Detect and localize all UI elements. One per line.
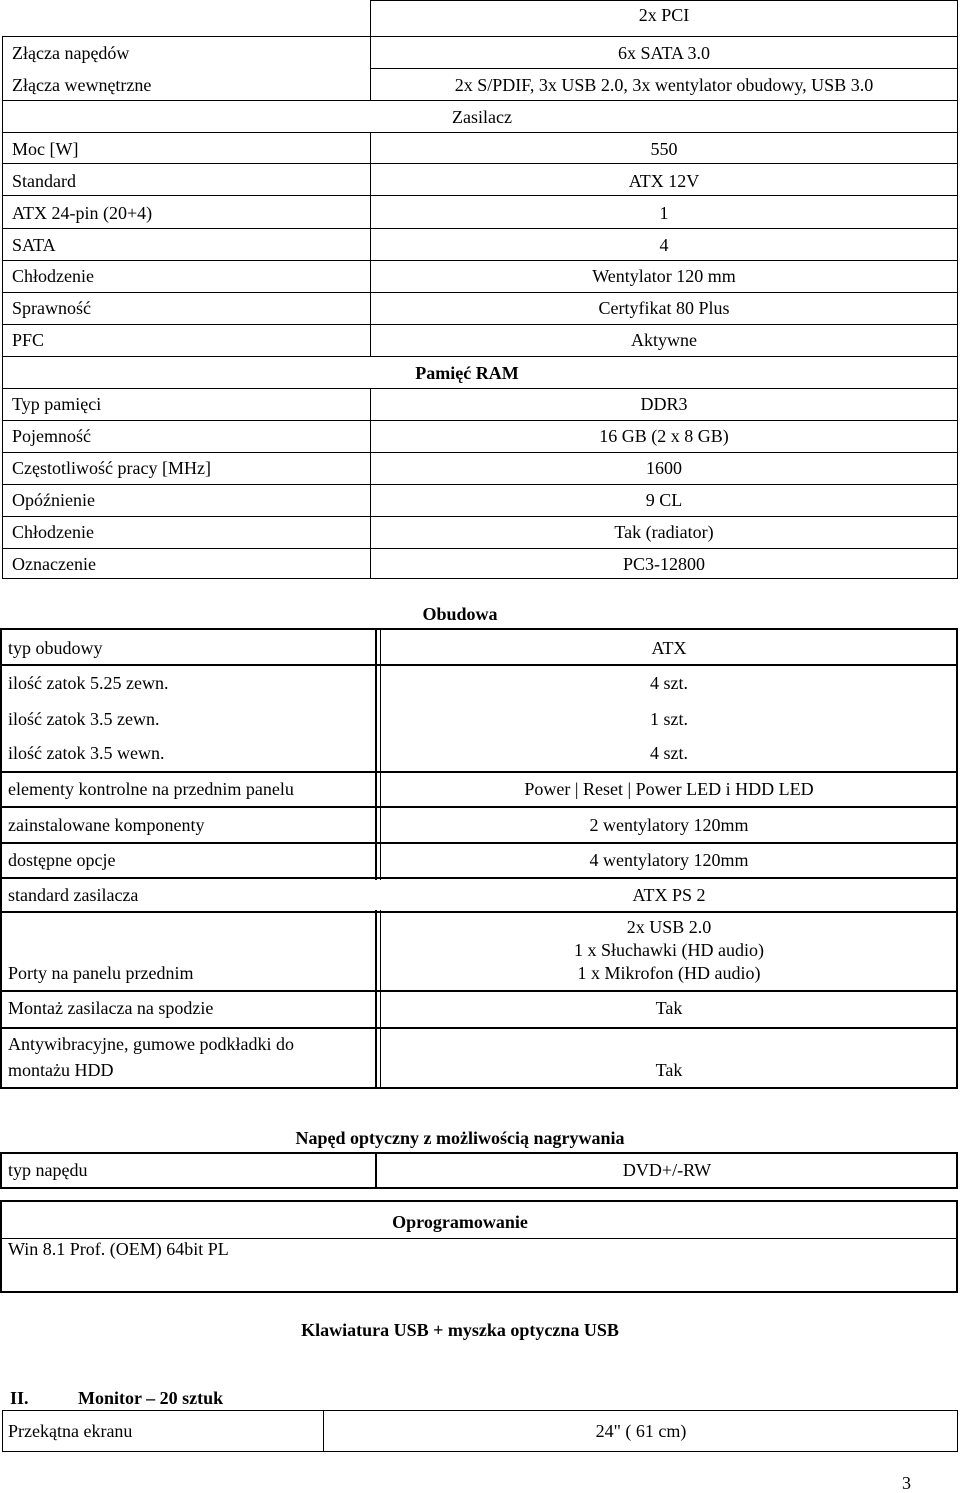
- bays-35-ext-value: 1 szt.: [650, 709, 688, 729]
- psu-efficiency-label: Sprawność: [12, 298, 91, 318]
- keyboard-mouse-title: Klawiatura USB + myszka optyczna USB: [301, 1320, 619, 1340]
- drive-type-value: DVD+/-RW: [622, 1160, 712, 1180]
- bays-35-ext-label: ilość zatok 3.5 zewn.: [8, 709, 160, 729]
- drive-connectors-label: Złącza napędów: [12, 43, 130, 63]
- psu-standard-label: Standard: [12, 171, 76, 191]
- psu-atx24-label: ATX 24-pin (20+4): [12, 203, 153, 223]
- psu-standard-case-value: ATX PS 2: [632, 885, 706, 905]
- ram-cooling-label: Chłodzenie: [12, 522, 94, 542]
- psu-bottom-mount-label: Montaż zasilacza na spodzie: [8, 998, 214, 1018]
- case-section-title: Obudowa: [422, 604, 498, 624]
- installed-components-label: zainstalowane komponenty: [8, 815, 205, 835]
- ram-latency-label: Opóźnienie: [12, 490, 95, 510]
- psu-cooling-value: Wentylator 120 mm: [592, 266, 736, 286]
- ram-type-value: DDR3: [640, 394, 688, 414]
- psu-section-title: Zasilacz: [452, 107, 512, 127]
- psu-efficiency-value: Certyfikat 80 Plus: [598, 298, 730, 318]
- ram-capacity-label: Pojemność: [12, 426, 91, 446]
- optical-drive-title: Napęd optyczny z możliwością nagrywania: [295, 1128, 625, 1148]
- monitor-section-title: Monitor – 20 sztuk: [78, 1388, 224, 1408]
- front-panel-controls-label: elementy kontrolne na przednim panelu: [8, 779, 294, 799]
- bays-35-int-value: 4 szt.: [650, 743, 688, 763]
- available-options-label: dostępne opcje: [8, 850, 116, 870]
- monitor-section-number: II.: [10, 1388, 29, 1408]
- front-ports-headphones: 1 x Słuchawki (HD audio): [574, 940, 764, 960]
- psu-power-label: Moc [W]: [12, 139, 79, 159]
- internal-connectors-value: 2x S/PDIF, 3x USB 2.0, 3x wentylator obudowy, USB 3.0: [454, 75, 874, 95]
- pci-value: 2x PCI: [638, 5, 690, 25]
- psu-standard-value: ATX 12V: [628, 171, 700, 191]
- drive-type-label: typ napędu: [8, 1160, 88, 1180]
- bays-35-int-label: ilość zatok 3.5 wewn.: [8, 743, 165, 763]
- front-ports-label: Porty na panelu przednim: [8, 963, 194, 983]
- psu-cooling-label: Chłodzenie: [12, 266, 94, 286]
- psu-sata-value: 4: [659, 235, 669, 255]
- antivibration-label-line1: Antywibracyjne, gumowe podkładki do: [8, 1034, 294, 1054]
- page-number: 3: [902, 1473, 911, 1493]
- psu-atx24-value: 1: [659, 203, 669, 223]
- psu-bottom-mount-value: Tak: [655, 998, 683, 1018]
- bays-525-ext-value: 4 szt.: [650, 673, 688, 693]
- available-options-value: 4 wentylatory 120mm: [589, 850, 749, 870]
- ram-capacity-value: 16 GB (2 x 8 GB): [599, 426, 729, 446]
- antivibration-label-line2: montażu HDD: [8, 1060, 114, 1080]
- screen-diagonal-label: Przekątna ekranu: [8, 1421, 133, 1441]
- case-type-value: ATX: [651, 638, 687, 658]
- ram-latency-value: 9 CL: [645, 490, 683, 510]
- ram-cooling-value: Tak (radiator): [614, 522, 714, 542]
- internal-connectors-label: Złącza wewnętrzne: [12, 75, 152, 95]
- psu-pfc-label: PFC: [12, 330, 45, 350]
- ram-designation-value: PC3-12800: [622, 554, 705, 574]
- front-panel-controls-value: Power | Reset | Power LED i HDD LED: [524, 779, 814, 799]
- software-value: Win 8.1 Prof. (OEM) 64bit PL: [8, 1239, 229, 1259]
- ram-type-label: Typ pamięci: [12, 394, 102, 414]
- psu-power-value: 550: [650, 139, 678, 159]
- drive-connectors-value: 6x SATA 3.0: [617, 43, 711, 63]
- ram-frequency-value: 1600: [646, 458, 682, 478]
- front-ports-usb: 2x USB 2.0: [626, 917, 712, 937]
- case-type-label: typ obudowy: [8, 638, 103, 658]
- psu-standard-case-label: standard zasilacza: [8, 885, 139, 905]
- ram-section-title: Pamięć RAM: [415, 363, 519, 383]
- antivibration-value: Tak: [655, 1060, 683, 1080]
- ram-designation-label: Oznaczenie: [12, 554, 96, 574]
- bays-525-ext-label: ilość zatok 5.25 zewn.: [8, 673, 169, 693]
- psu-pfc-value: Aktywne: [631, 330, 697, 350]
- installed-components-value: 2 wentylatory 120mm: [589, 815, 749, 835]
- software-title: Oprogramowanie: [392, 1212, 528, 1232]
- psu-sata-label: SATA: [12, 235, 56, 255]
- screen-diagonal-value: 24" ( 61 cm): [595, 1421, 687, 1441]
- front-ports-microphone: 1 x Mikrofon (HD audio): [577, 963, 761, 983]
- ram-frequency-label: Częstotliwość pracy [MHz]: [12, 458, 211, 478]
